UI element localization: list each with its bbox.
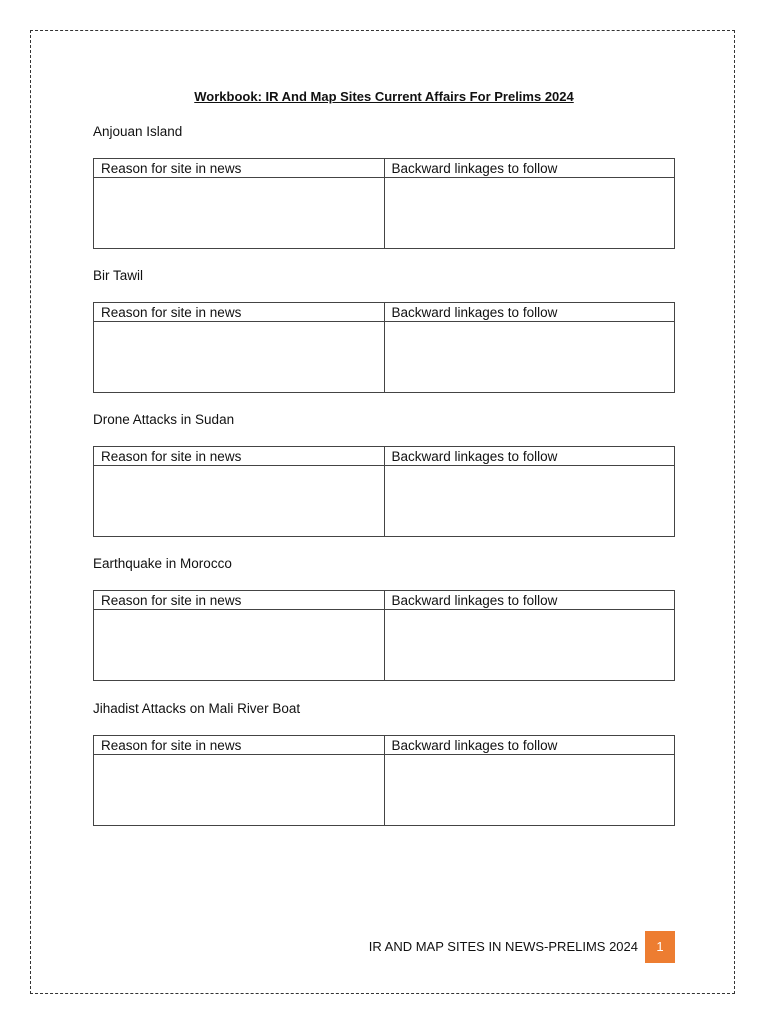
page-number: 1 — [645, 931, 675, 963]
table-header-row — [94, 447, 675, 466]
backward-linkages-header: Backward linkages to follow — [384, 591, 675, 610]
section-bir-tawil — [93, 267, 675, 393]
backward-linkages-header: Backward linkages to follow — [384, 303, 675, 322]
reason-header: Reason for site in news — [94, 303, 385, 322]
backward-linkages-cell[interactable] — [384, 178, 675, 249]
table-header-row — [94, 591, 675, 610]
backward-linkages-cell[interactable] — [384, 322, 675, 393]
reason-cell[interactable] — [94, 466, 385, 537]
reason-cell[interactable] — [94, 178, 385, 249]
backward-linkages-header: Backward linkages to follow — [384, 736, 675, 755]
section-heading: Earthquake in Morocco — [93, 556, 232, 571]
news-table — [93, 446, 675, 537]
footer-text: IR AND MAP SITES IN NEWS-PRELIMS 2024 — [368, 939, 638, 954]
backward-linkages-cell[interactable] — [384, 466, 675, 537]
news-table — [93, 735, 675, 826]
section-heading: Jihadist Attacks on Mali River Boat — [93, 701, 301, 716]
table-row — [94, 178, 675, 249]
reason-cell[interactable] — [94, 610, 385, 681]
table-row — [94, 322, 675, 393]
page-footer — [300, 931, 675, 963]
reason-cell[interactable] — [94, 322, 385, 393]
section-drone-attacks-sudan — [93, 411, 675, 537]
backward-linkages-header: Backward linkages to follow — [384, 447, 675, 466]
section-heading: Drone Attacks in Sudan — [93, 412, 235, 427]
backward-linkages-header: Backward linkages to follow — [384, 159, 675, 178]
document-title: Workbook: IR And Map Sites Current Affairs For Prelims 2024 — [194, 89, 574, 104]
news-table — [93, 302, 675, 393]
section-anjouan-island — [93, 123, 675, 249]
backward-linkages-cell[interactable] — [384, 755, 675, 826]
section-jihadist-attacks-mali — [93, 700, 675, 826]
reason-header: Reason for site in news — [94, 591, 385, 610]
table-row — [94, 466, 675, 537]
news-table — [93, 590, 675, 681]
section-heading: Bir Tawil — [93, 268, 144, 283]
section-heading: Anjouan Island — [93, 124, 183, 139]
table-header-row — [94, 303, 675, 322]
table-header-row — [94, 736, 675, 755]
reason-cell[interactable] — [94, 755, 385, 826]
reason-header: Reason for site in news — [94, 447, 385, 466]
reason-header: Reason for site in news — [94, 159, 385, 178]
table-header-row — [94, 159, 675, 178]
table-row — [94, 755, 675, 826]
backward-linkages-cell[interactable] — [384, 610, 675, 681]
section-earthquake-morocco — [93, 555, 675, 681]
reason-header: Reason for site in news — [94, 736, 385, 755]
news-table — [93, 158, 675, 249]
table-row — [94, 610, 675, 681]
